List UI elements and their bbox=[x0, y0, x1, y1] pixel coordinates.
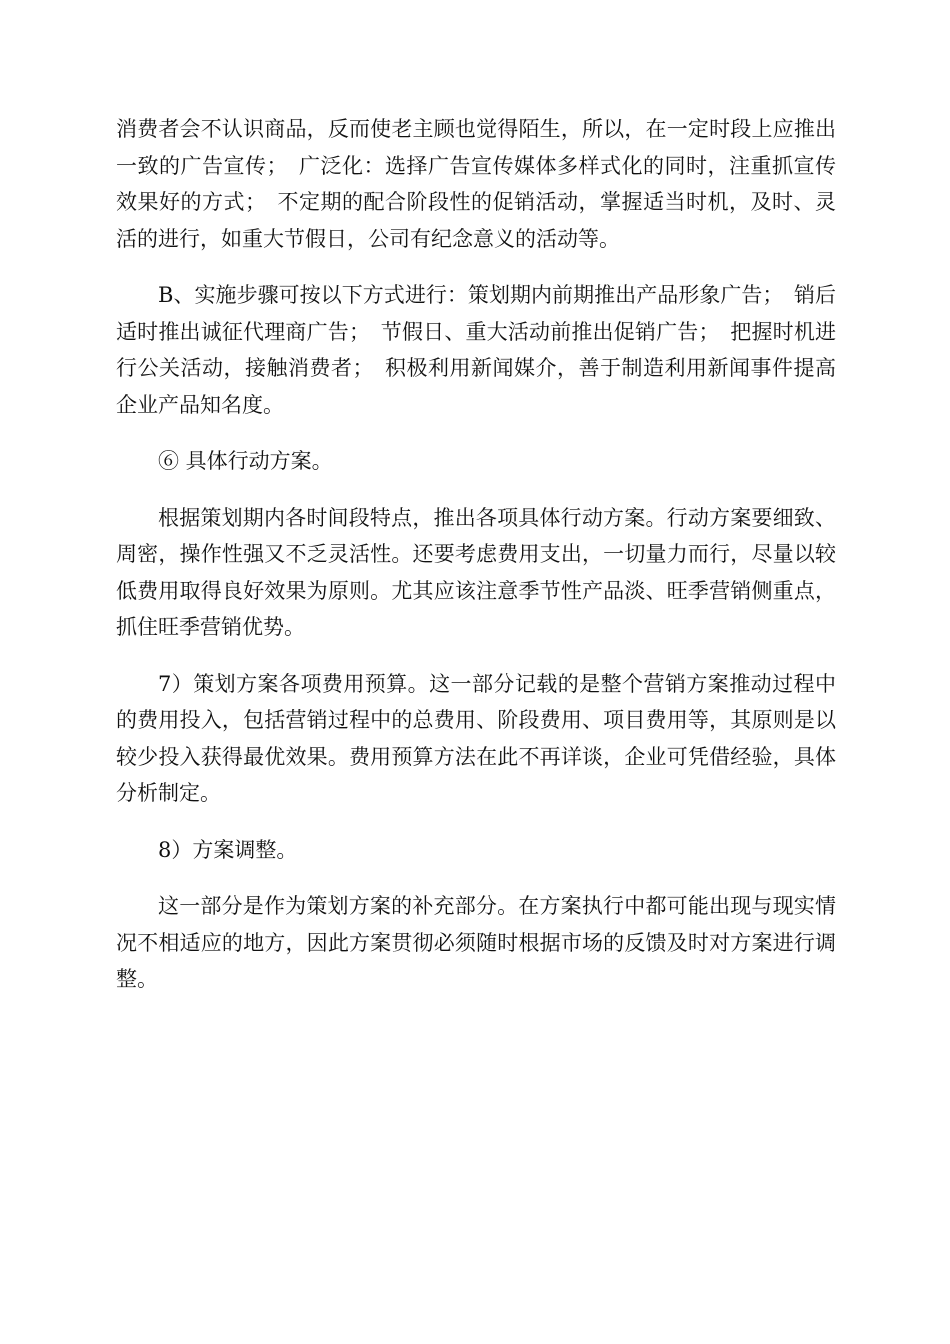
paragraph-budget: 7）策划方案各项费用预算。这一部分记载的是整个营销方案推动过程中的费用投入，包括营销过程中的总费用、阶段费用、项目费用等，其原则是以较少投入获得最优效果。费用预算方法在此不再详谈，企业可凭借经验，具体分析制定。 bbox=[116, 671, 836, 805]
paragraph-advertising-principles: 消费者会不认识商品，反而使老主顾也觉得陌生，所以，在一定时段上应推出一致的广告宣传； 广泛化：选择广告宣传媒体多样式化的同时，注重抓宣传效果好的方式； 不定期的配合阶段性的促销活动，掌握适当时机，及时、灵活的进行，如重大节假日，公司有纪念意义的活动等。 bbox=[116, 117, 836, 251]
document-body bbox=[116, 111, 836, 1018]
paragraph-action-plan: 根据策划期内各时间段特点，推出各项具体行动方案。行动方案要细致、周密，操作性强又不乏灵活性。还要考虑费用支出，一切量力而行，尽量以较低费用取得良好效果为原则。尤其应该注意季节性产品淡、旺季营销侧重点，抓住旺季营销优势。 bbox=[116, 505, 836, 639]
section-heading-action-plan: ⑥ 具体行动方案。 bbox=[158, 449, 333, 473]
section-heading-adjustment: 8）方案调整。 bbox=[158, 837, 298, 862]
paragraph-implementation-steps: B、实施步骤可按以下方式进行：策划期内前期推出产品形象广告； 销后适时推出诚征代理商广告； 节假日、重大活动前推出促销广告； 把握时机进行公关活动，接触消费者； 积极利用新闻媒介，善于制造利用新闻事件提高企业产品知名度。 bbox=[116, 283, 836, 417]
paragraph-adjustment: 这一部分是作为策划方案的补充部分。在方案执行中都可能出现与现实情况不相适应的地方，因此方案贯彻必须随时根据市场的反馈及时对方案进行调整。 bbox=[116, 894, 836, 991]
